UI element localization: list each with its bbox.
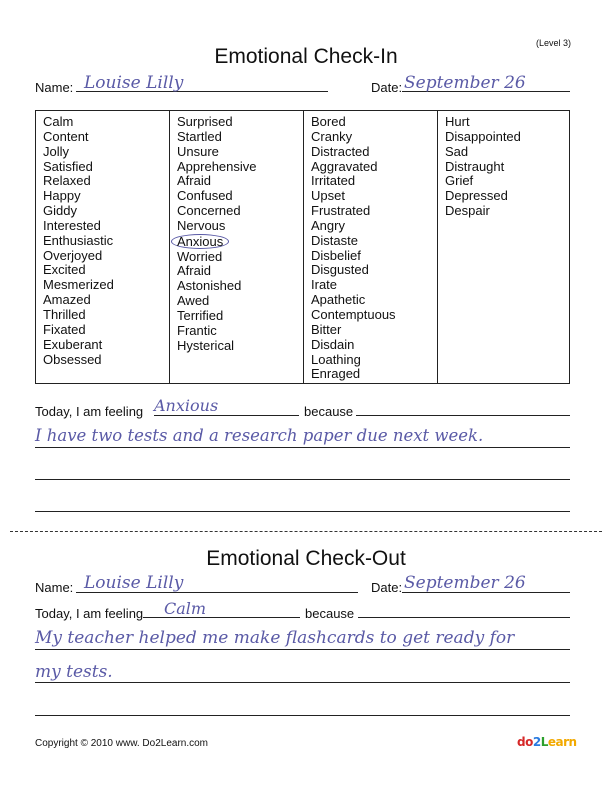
emotion-word: Enraged bbox=[311, 366, 361, 382]
emotion-word: Aggravated bbox=[311, 158, 378, 174]
emotion-word: Nervous bbox=[177, 217, 226, 233]
emotion-word: Disbelief bbox=[311, 247, 361, 263]
checkin-title: Emotional Check-In bbox=[214, 45, 398, 68]
emotion-word: Relaxed bbox=[43, 173, 91, 189]
checkout-date-value[interactable]: September 26 bbox=[404, 573, 526, 593]
emotion-word: Apprehensive bbox=[177, 158, 257, 174]
emotion-word: Hysterical bbox=[177, 337, 235, 353]
checkin-because-text[interactable]: I have two tests and a research paper due next week. bbox=[35, 426, 484, 445]
checkin-feeling-line bbox=[154, 415, 299, 416]
checkout-feeling-value[interactable]: Calm bbox=[164, 599, 207, 618]
checkout-writing-line-1 bbox=[35, 649, 570, 650]
emotion-grid bbox=[35, 110, 570, 384]
checkin-date-value[interactable]: September 26 bbox=[404, 73, 526, 93]
emotion-word: Confused bbox=[177, 188, 233, 204]
emotion-word-circled[interactable] bbox=[177, 234, 303, 250]
emotion-word: Bored bbox=[311, 114, 346, 129]
emotion-word: Fixated bbox=[43, 321, 86, 337]
emotion-word: Surprised bbox=[177, 114, 233, 129]
checkout-feeling-label: Today, I am feeling bbox=[35, 606, 144, 621]
level-label: (Level 3) bbox=[536, 38, 572, 48]
emotion-word: Sad bbox=[445, 143, 469, 159]
checkin-writing-line-3 bbox=[35, 511, 570, 512]
checkout-title: Emotional Check-Out bbox=[206, 547, 406, 570]
checkin-feeling-value[interactable]: Anxious bbox=[154, 396, 219, 415]
checkout-writing-line-3 bbox=[35, 715, 570, 716]
emotion-word: Distracted bbox=[311, 143, 370, 159]
emotion-word: Depressed bbox=[445, 188, 508, 204]
checkin-date-label: Date: bbox=[371, 80, 403, 95]
emotion-word: Disdain bbox=[311, 336, 355, 352]
emotion-word: Frantic bbox=[177, 322, 217, 338]
emotion-word: Frustrated bbox=[311, 203, 371, 219]
emotion-word: Jolly bbox=[43, 143, 70, 159]
circled-emotion: Anxious bbox=[171, 234, 229, 249]
emotion-word: Giddy bbox=[43, 203, 77, 219]
checkout-name-value[interactable]: Louise Lilly bbox=[84, 573, 184, 593]
emotion-word: Overjoyed bbox=[43, 247, 103, 263]
emotion-word: Disappointed bbox=[445, 128, 521, 144]
emotion-word: Exuberant bbox=[43, 336, 103, 352]
emotion-word: Calm bbox=[43, 114, 74, 129]
emotion-word: Terrified bbox=[177, 307, 224, 323]
logo-part-earn: earn bbox=[547, 735, 577, 749]
emotion-word: Irate bbox=[311, 277, 338, 293]
emotion-column-2 bbox=[169, 111, 303, 383]
emotion-word: Thrilled bbox=[43, 306, 86, 322]
emotion-column-1 bbox=[36, 111, 169, 383]
checkout-because-label: because bbox=[305, 606, 355, 621]
emotion-word: Amazed bbox=[43, 292, 91, 308]
emotion-word: Satisfied bbox=[43, 158, 93, 174]
checkout-because-text-2[interactable]: my tests. bbox=[35, 662, 113, 682]
logo-part-do: do bbox=[517, 735, 533, 749]
checkin-name-label: Name: bbox=[35, 80, 74, 95]
checkin-writing-line-1 bbox=[35, 447, 570, 448]
emotion-word: Obsessed bbox=[43, 351, 102, 367]
checkin-because-line bbox=[356, 415, 570, 416]
checkout-writing-line-2 bbox=[35, 682, 570, 683]
emotion-word: Hurt bbox=[445, 114, 470, 129]
do2learn-logo[interactable] bbox=[517, 735, 577, 749]
emotion-word: Worried bbox=[177, 248, 223, 264]
checkout-because-line bbox=[358, 617, 570, 618]
emotion-word: Awed bbox=[177, 293, 210, 309]
cut-line bbox=[10, 531, 602, 532]
copyright-text: Copyright © 2010 www. Do2Learn.com bbox=[35, 738, 209, 749]
checkin-writing-line-2 bbox=[35, 479, 570, 480]
emotion-word: Irritated bbox=[311, 173, 356, 189]
emotion-word: Concerned bbox=[177, 203, 241, 219]
checkin-feeling-label: Today, I am feeling bbox=[35, 404, 144, 419]
emotion-word: Distraught bbox=[445, 158, 505, 174]
emotion-word: Excited bbox=[43, 262, 86, 278]
emotion-word: Loathing bbox=[311, 351, 361, 367]
emotion-word: Grief bbox=[445, 173, 474, 189]
emotion-column-4 bbox=[437, 111, 569, 383]
emotion-word: Upset bbox=[311, 188, 345, 204]
emotion-word: Unsure bbox=[177, 143, 219, 159]
emotion-word: Cranky bbox=[311, 128, 353, 144]
emotion-word: Afraid bbox=[177, 173, 211, 189]
emotion-word: Enthusiastic bbox=[43, 232, 114, 248]
logo-part-l: L bbox=[540, 735, 548, 749]
emotion-word: Content bbox=[43, 128, 89, 144]
emotion-word: Angry bbox=[311, 217, 345, 233]
emotion-word: Despair bbox=[445, 203, 490, 219]
checkout-because-text-1[interactable]: My teacher helped me make flashcards to get ready for bbox=[35, 628, 515, 648]
emotion-word: Contemptuous bbox=[311, 306, 396, 322]
emotion-word: Afraid bbox=[177, 263, 211, 279]
emotion-word: Mesmerized bbox=[43, 277, 114, 293]
emotion-word: Bitter bbox=[311, 321, 342, 337]
checkin-name-value[interactable]: Louise Lilly bbox=[84, 73, 184, 93]
emotion-word: Interested bbox=[43, 217, 101, 233]
emotion-word: Astonished bbox=[177, 278, 242, 294]
logo-part-2: 2 bbox=[532, 735, 541, 749]
emotion-word: Happy bbox=[43, 188, 81, 204]
emotion-column-3 bbox=[303, 111, 437, 383]
emotion-word: Startled bbox=[177, 128, 222, 144]
checkout-name-label: Name: bbox=[35, 580, 74, 595]
emotion-word: Apathetic bbox=[311, 292, 366, 308]
checkout-date-label: Date: bbox=[371, 580, 403, 595]
emotion-word: Distaste bbox=[311, 232, 358, 248]
emotion-word: Disgusted bbox=[311, 262, 369, 278]
checkin-because-label: because bbox=[304, 404, 354, 419]
